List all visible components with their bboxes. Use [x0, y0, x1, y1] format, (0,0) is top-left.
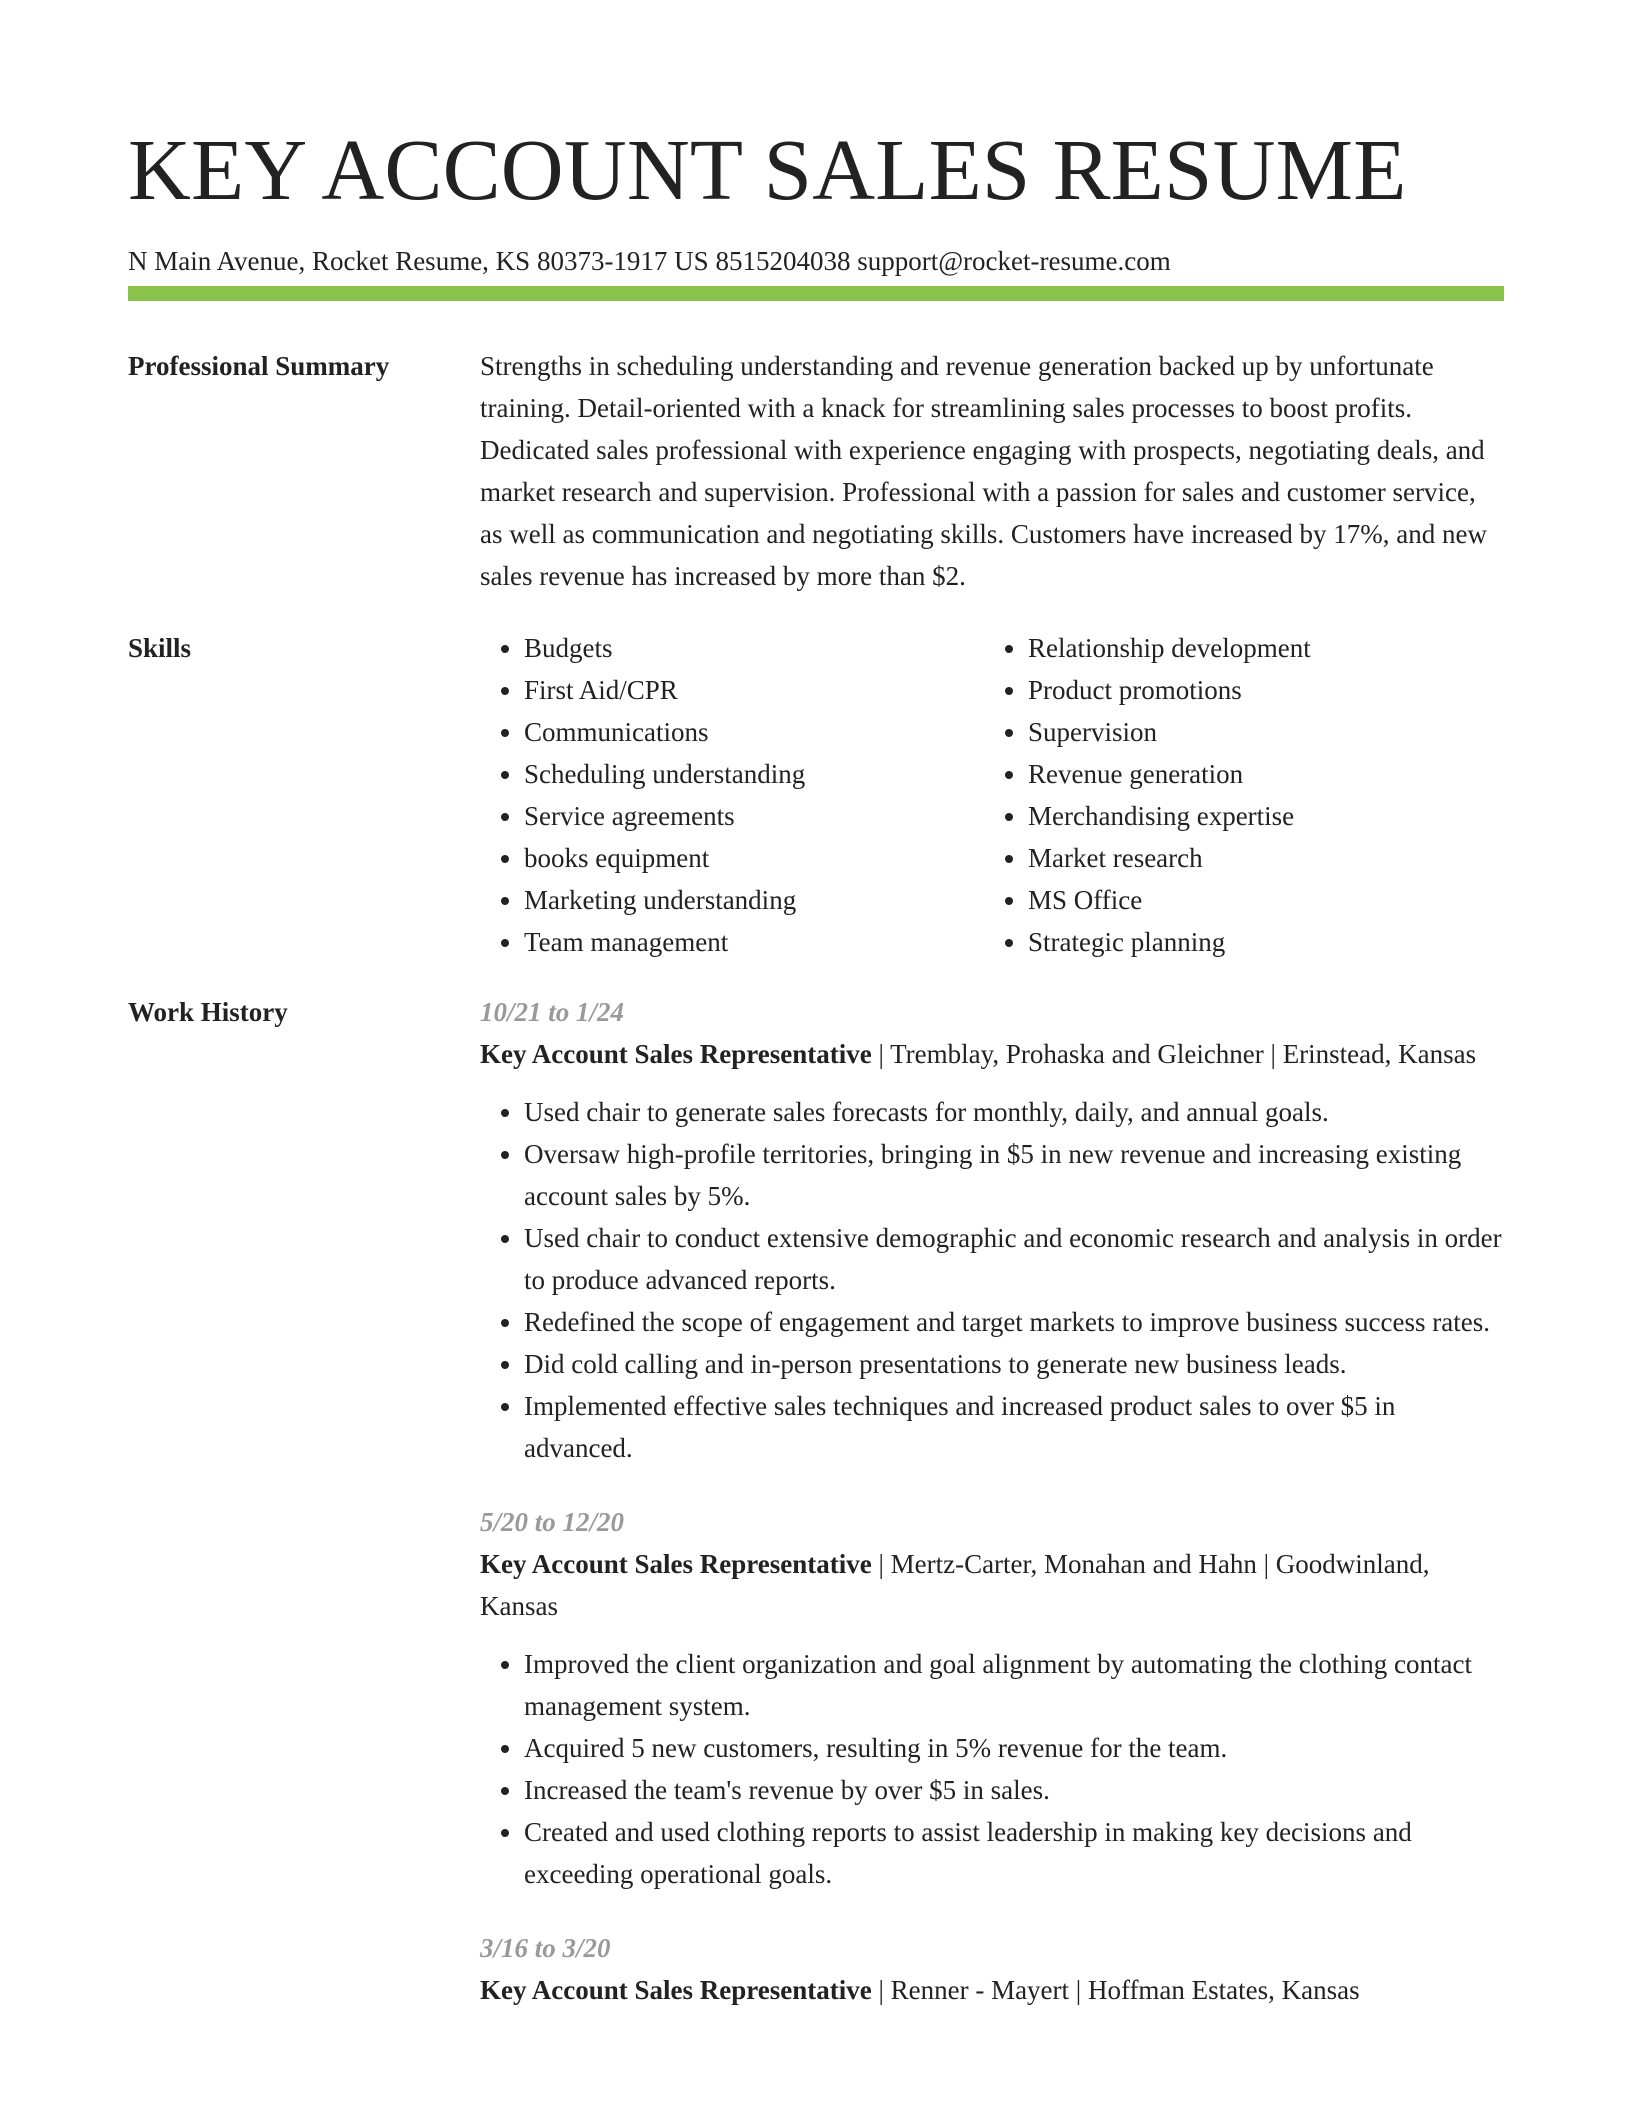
skill-item: • Scheduling understanding [524, 753, 984, 795]
job-bullet: • Improved the client organization and goal alignment by automating the clothing contact management system. [524, 1643, 1504, 1727]
job-bullet: • Implemented effective sales techniques and increased product sales to over $5 in advanced. [524, 1385, 1504, 1469]
job-company-location: | Renner - Mayert | Hoffman Estates, Kansas [871, 1975, 1360, 2005]
job-bullet: • Increased the team's revenue by over $5 in sales. [524, 1769, 1504, 1811]
accent-rule [128, 286, 1504, 301]
job-heading [480, 1969, 1504, 2011]
section-label-professional-summary: Professional Summary [128, 351, 390, 381]
skill-item: • Team management [524, 921, 984, 963]
professional-summary-body [480, 345, 1504, 597]
job-entry [480, 991, 1504, 1469]
skill-item: • MS Office [1028, 879, 1548, 921]
section-label-work-history: Work History [128, 997, 288, 1027]
professional-summary-section [128, 345, 1504, 597]
skill-item: • books equipment [524, 837, 984, 879]
skill-item: • Budgets [524, 627, 984, 669]
job-role: Key Account Sales Representative [480, 1975, 872, 2005]
job-dates: 3/16 to 3/20 [480, 1933, 611, 1963]
job-bullet-list [480, 1091, 1504, 1469]
skill-item: • Product promotions [1028, 669, 1548, 711]
skill-item: • Revenue generation [1028, 753, 1548, 795]
skills-right-list [984, 627, 1548, 963]
resume-header [128, 118, 1504, 278]
job-entry [480, 1927, 1504, 2011]
skill-item: • Communications [524, 711, 984, 753]
job-role: Key Account Sales Representative [480, 1549, 872, 1579]
job-bullet: • Used chair to conduct extensive demographic and economic research and analysis in order to produce advanced reports. [524, 1217, 1504, 1301]
contact-line: N Main Avenue, Rocket Resume, KS 80373-1917 US 8515204038 support@rocket-resume.com [128, 246, 1171, 276]
skill-item: • Strategic planning [1028, 921, 1548, 963]
skill-item: • Merchandising expertise [1028, 795, 1548, 837]
skill-item: • Service agreements [524, 795, 984, 837]
work-history-section [128, 991, 1504, 2112]
job-dates: 5/20 to 12/20 [480, 1507, 625, 1537]
job-bullet: • Used chair to generate sales forecasts for monthly, daily, and annual goals. [524, 1091, 1504, 1133]
job-entry [480, 1501, 1504, 1895]
skills-grid [480, 627, 1504, 963]
job-bullet-list [480, 1643, 1504, 1895]
work-history-body [480, 991, 1504, 2043]
job-dates: 10/21 to 1/24 [480, 997, 625, 1027]
job-bullet: • Redefined the scope of engagement and target markets to improve business success rates. [524, 1301, 1504, 1343]
skill-item: • First Aid/CPR [524, 669, 984, 711]
professional-summary-text: Strengths in scheduling understanding and revenue generation backed up by unfortunate training. Detail-oriented with a knack for streamlining sales processes to boost profits. Dedicated sales professional with experience engaging with prospects, negotiating deals, and market research and supervision. Professional with a passion for sales and customer service, as well as communication and negotiating skills. Customers have increased by 17%, and new sales revenue has increased by more than $2. [480, 351, 1488, 591]
skills-left-list [480, 627, 984, 963]
job-company-location: | Tremblay, Prohaska and Gleichner | Erinstead, Kansas [871, 1039, 1477, 1069]
skills-body [480, 627, 1504, 963]
job-company-location: | Mertz-Carter, Monahan and Hahn | Goodwinland, Kansas [480, 1549, 1430, 1621]
skill-item: • Supervision [1028, 711, 1548, 753]
skill-item: • Relationship development [1028, 627, 1548, 669]
job-role: Key Account Sales Representative [480, 1039, 872, 1069]
job-bullet: • Oversaw high-profile territories, bringing in $5 in new revenue and increasing existing account sales by 5%. [524, 1133, 1504, 1217]
skills-section [128, 627, 1504, 963]
job-bullet: • Did cold calling and in-person presentations to generate new business leads. [524, 1343, 1504, 1385]
resume-title: KEY ACCOUNT SALES RESUME [128, 121, 1407, 218]
job-heading [480, 1543, 1504, 1627]
job-heading [480, 1033, 1504, 1075]
skill-item: • Market research [1028, 837, 1548, 879]
job-bullet: • Acquired 5 new customers, resulting in 5% revenue for the team. [524, 1727, 1504, 1769]
section-label-skills: Skills [128, 633, 192, 663]
job-bullet: • Created and used clothing reports to assist leadership in making key decisions and exceeding operational goals. [524, 1811, 1504, 1895]
skill-item: • Marketing understanding [524, 879, 984, 921]
